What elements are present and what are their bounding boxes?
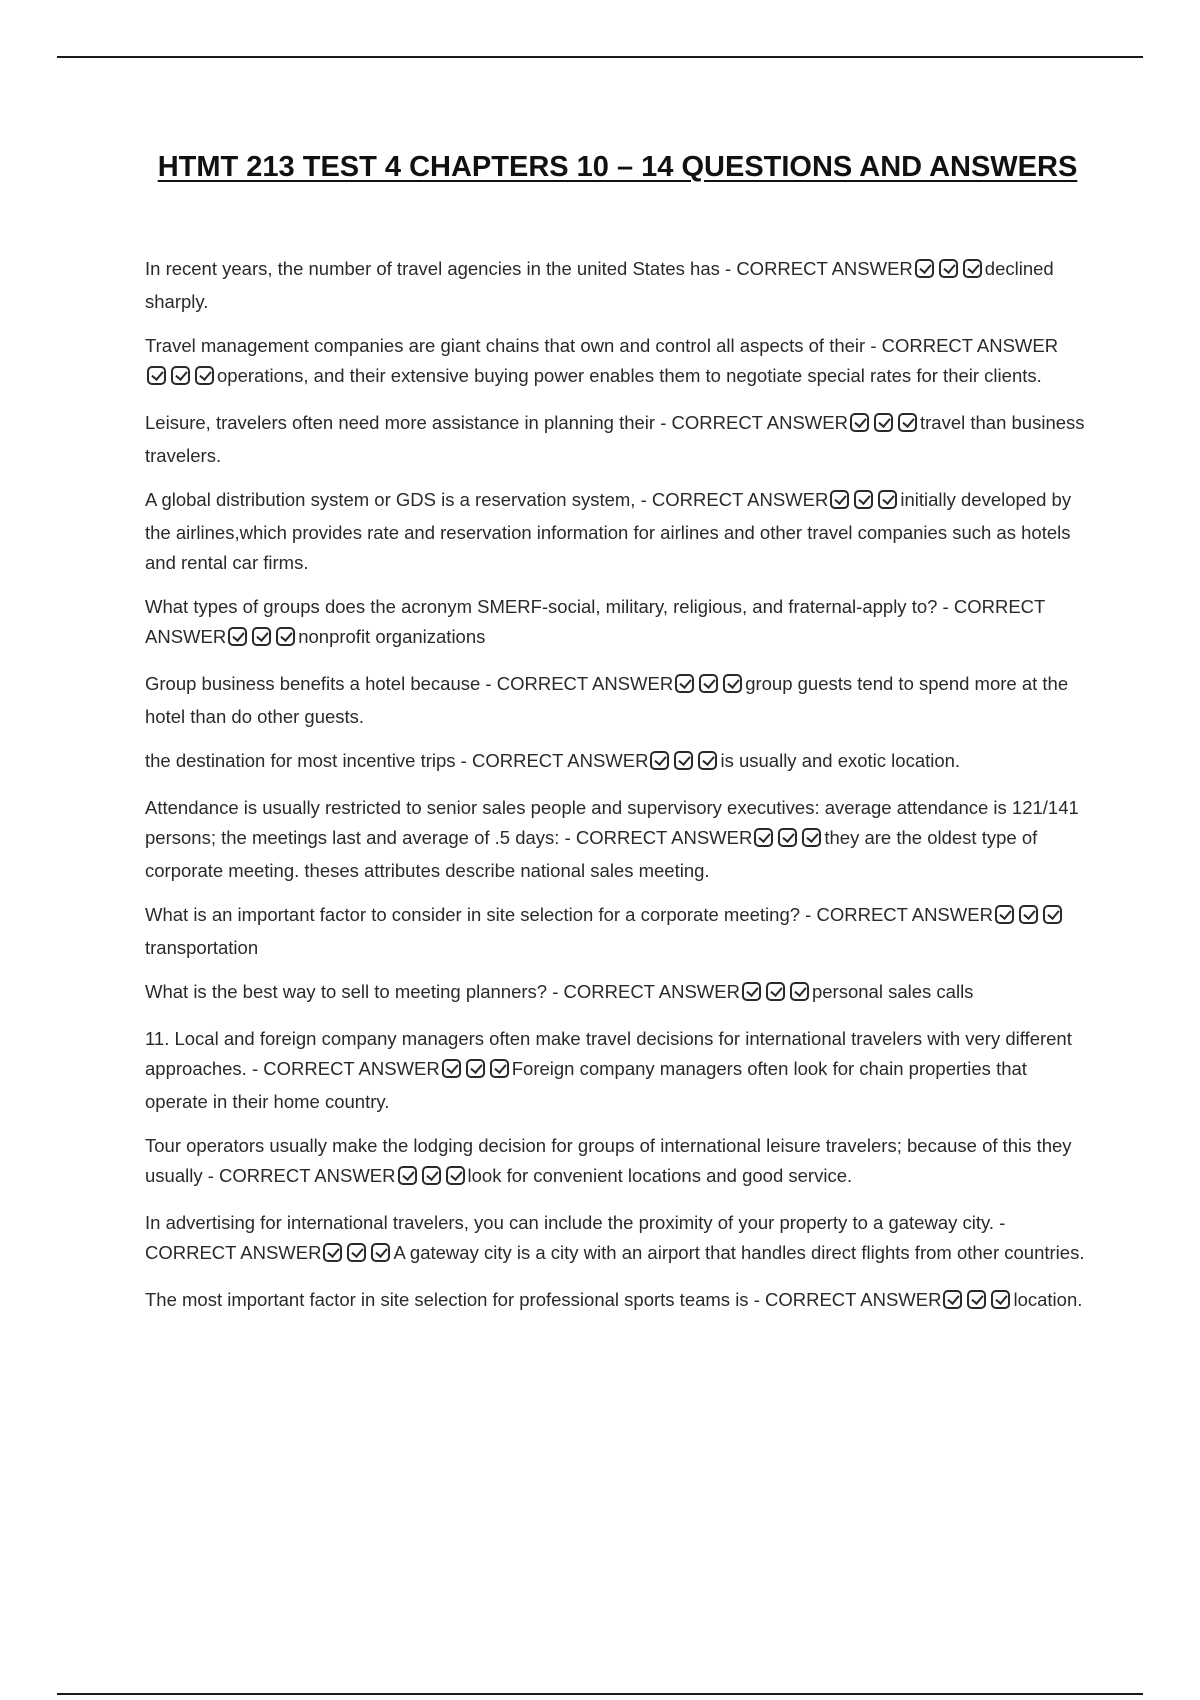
checked-box-icon [1043, 905, 1062, 924]
answer-text: initially developed by the airlines,which provides rate and reservation information for airlines and other travel companies such as hotels and rental car firms. [145, 489, 1072, 573]
answer-label: CORRECT ANSWER [496, 673, 674, 694]
qa-item [145, 254, 1090, 317]
answer-checks [226, 625, 298, 655]
checked-box-icon [371, 1243, 390, 1262]
qa-item [145, 408, 1090, 471]
answer-label: CORRECT ANSWER [145, 1242, 322, 1263]
answer-label: CORRECT ANSWER [881, 335, 1059, 356]
checked-box-icon [347, 1243, 366, 1262]
qa-item [145, 1131, 1090, 1194]
answer-checks [321, 1241, 393, 1271]
qa-item [145, 1285, 1090, 1318]
checked-box-icon [939, 259, 958, 278]
checked-box-icon [766, 982, 785, 1001]
question-text: A global distribution system or GDS is a reservation system, - [145, 489, 647, 510]
qa-item [145, 1024, 1090, 1117]
checked-box-icon [650, 751, 669, 770]
answer-label: CORRECT ANSWER [472, 750, 649, 771]
question-text: the destination for most incentive trips - [145, 750, 467, 771]
answer-text: look for convenient locations and good service. [467, 1165, 853, 1186]
checked-box-icon [995, 905, 1014, 924]
checked-box-icon [698, 751, 717, 770]
checked-box-icon [850, 413, 869, 432]
question-text: Travel management companies are giant chains that own and control all aspects of their - [145, 335, 877, 356]
answer-checks [752, 826, 824, 856]
question-text: Leisure, travelers often need more assistance in planning their - [145, 412, 667, 433]
checked-box-icon [252, 627, 271, 646]
checked-box-icon [674, 751, 693, 770]
answer-checks [673, 672, 745, 702]
answer-checks [648, 749, 720, 779]
answer-checks [941, 1288, 1013, 1318]
question-text: In advertising for international travelers, you can include the proximity of your property to a gateway city. - [145, 1212, 1006, 1233]
qa-item [145, 1208, 1090, 1271]
answer-label: CORRECT ANSWER [219, 1165, 396, 1186]
checked-box-icon [442, 1059, 461, 1078]
question-text: What is an important factor to consider in site selection for a corporate meeting? - [145, 904, 812, 925]
qa-item [145, 485, 1090, 578]
question-text: 11. Local and foreign company managers often make travel decisions for international travelers with very different approaches. - [145, 1028, 1072, 1079]
checked-box-icon [854, 490, 873, 509]
checked-box-icon [742, 982, 761, 1001]
answer-text: personal sales calls [811, 981, 974, 1002]
qa-item [145, 746, 1090, 779]
answer-label: CORRECT ANSWER [263, 1058, 440, 1079]
checked-box-icon [675, 674, 694, 693]
answer-text: location. [1013, 1289, 1083, 1310]
checked-box-icon [778, 828, 797, 847]
answer-checks [913, 257, 985, 287]
checked-box-icon [878, 490, 897, 509]
checked-box-icon [699, 674, 718, 693]
answer-text: Foreign company managers often look for chain properties that operate in their home country. [145, 1058, 1027, 1112]
answer-checks [740, 980, 812, 1010]
checked-box-icon [943, 1290, 962, 1309]
answer-label: CORRECT ANSWER [671, 412, 848, 433]
answer-checks [145, 364, 217, 394]
question-text: What is the best way to sell to meeting planners? - [145, 981, 559, 1002]
qa-item [145, 793, 1090, 886]
answer-label: CORRECT ANSWER [145, 596, 1045, 647]
question-text: Attendance is usually restricted to senior sales people and supervisory executives: average attendance is 121/141 persons; the meetings last and average of .5 days: - [145, 797, 1079, 848]
answer-checks [828, 488, 900, 518]
checked-box-icon [967, 1290, 986, 1309]
question-text: Tour operators usually make the lodging decision for groups of international leisure travelers; because of this they usually - [145, 1135, 1072, 1186]
checked-box-icon [790, 982, 809, 1001]
question-text: The most important factor in site selection for professional sports teams is - [145, 1289, 760, 1310]
qa-list [145, 254, 1090, 1332]
answer-text: is usually and exotic location. [720, 750, 961, 771]
answer-label: CORRECT ANSWER [765, 1289, 942, 1310]
checked-box-icon [991, 1290, 1010, 1309]
answer-text: group guests tend to spend more at the hotel than do other guests. [145, 673, 1069, 727]
page-title: HTMT 213 TEST 4 CHAPTERS 10 – 14 QUESTIONS AND ANSWERS [157, 151, 1078, 183]
checked-box-icon [195, 366, 214, 385]
question-text: What types of groups does the acronym SMERF-social, military, religious, and fraternal-apply to? - [145, 596, 949, 617]
footer-rule [57, 1693, 1143, 1695]
checked-box-icon [323, 1243, 342, 1262]
answer-text: operations, and their extensive buying power enables them to negotiate special rates for their clients. [217, 365, 1042, 386]
answer-label: CORRECT ANSWER [651, 489, 829, 510]
checked-box-icon [147, 366, 166, 385]
answer-checks [848, 411, 920, 441]
qa-item [145, 592, 1090, 655]
answer-text: nonprofit organizations [298, 626, 486, 647]
checked-box-icon [276, 627, 295, 646]
answer-text: they are the oldest type of corporate meeting. theses attributes describe national sales meeting. [145, 827, 1038, 881]
checked-box-icon [915, 259, 934, 278]
checked-box-icon [898, 413, 917, 432]
checked-box-icon [490, 1059, 509, 1078]
question-text: Group business benefits a hotel because - [145, 673, 492, 694]
answer-checks [440, 1057, 512, 1087]
qa-item [145, 331, 1090, 394]
checked-box-icon [830, 490, 849, 509]
answer-text: declined sharply. [145, 258, 1054, 312]
checked-box-icon [723, 674, 742, 693]
answer-label: CORRECT ANSWER [816, 904, 993, 925]
answer-label: CORRECT ANSWER [563, 981, 740, 1002]
checked-box-icon [228, 627, 247, 646]
answer-label: CORRECT ANSWER [575, 827, 753, 848]
checked-box-icon [963, 259, 982, 278]
answer-checks [993, 903, 1065, 933]
answer-text: travel than business travelers. [145, 412, 1085, 466]
checked-box-icon [398, 1166, 417, 1185]
checked-box-icon [422, 1166, 441, 1185]
checked-box-icon [171, 366, 190, 385]
checked-box-icon [874, 413, 893, 432]
checked-box-icon [1019, 905, 1038, 924]
checked-box-icon [446, 1166, 465, 1185]
header-rule [57, 56, 1143, 58]
qa-item [145, 669, 1090, 732]
answer-text: transportation [145, 937, 259, 958]
qa-item [145, 900, 1090, 963]
question-text: In recent years, the number of travel agencies in the united States has - [145, 258, 732, 279]
answer-label: CORRECT ANSWER [736, 258, 913, 279]
answer-checks [396, 1164, 468, 1194]
checked-box-icon [802, 828, 821, 847]
checked-box-icon [754, 828, 773, 847]
answer-text: A gateway city is a city with an airport that handles direct flights from other countries. [393, 1242, 1085, 1263]
qa-item [145, 977, 1090, 1010]
checked-box-icon [466, 1059, 485, 1078]
